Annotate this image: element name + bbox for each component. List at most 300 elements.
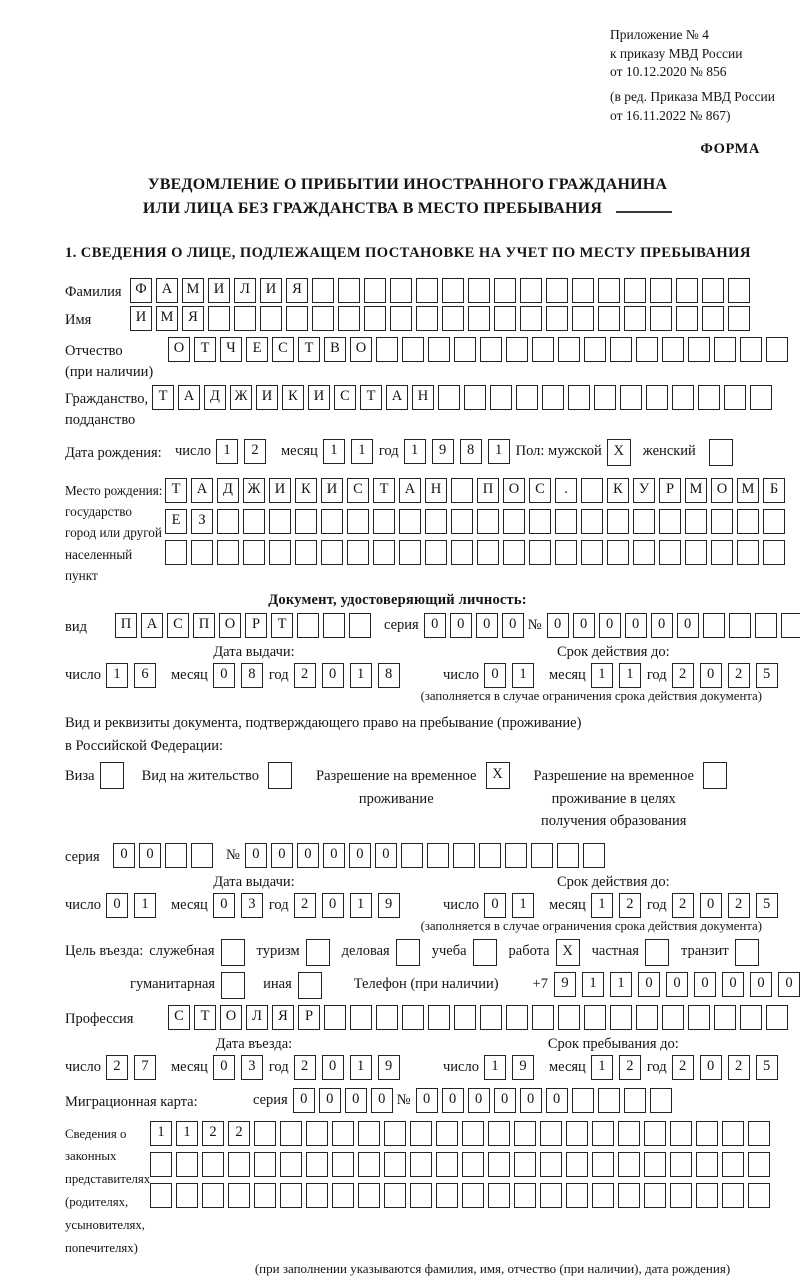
- form-cell[interactable]: [659, 509, 681, 534]
- form-cell[interactable]: [451, 478, 473, 503]
- form-cell[interactable]: [748, 1121, 770, 1146]
- form-cell[interactable]: [150, 1152, 172, 1177]
- form-cell[interactable]: [269, 509, 291, 534]
- form-cell[interactable]: 2: [728, 1055, 750, 1080]
- form-cell[interactable]: 0: [319, 1088, 341, 1113]
- form-cell[interactable]: [254, 1121, 276, 1146]
- form-cell[interactable]: 0: [599, 613, 621, 638]
- form-cell[interactable]: [321, 540, 343, 565]
- form-cell[interactable]: [728, 278, 750, 303]
- form-cell[interactable]: М: [156, 306, 178, 331]
- form-cell[interactable]: [540, 1152, 562, 1177]
- form-cell[interactable]: [584, 337, 606, 362]
- form-cell[interactable]: [598, 278, 620, 303]
- form-cell[interactable]: 2: [202, 1121, 224, 1146]
- form-cell[interactable]: [592, 1121, 614, 1146]
- form-cell[interactable]: 0: [494, 1088, 516, 1113]
- form-cell[interactable]: .: [555, 478, 577, 503]
- form-cell[interactable]: [436, 1183, 458, 1208]
- form-cell[interactable]: [358, 1183, 380, 1208]
- form-cell[interactable]: [384, 1121, 406, 1146]
- form-cell[interactable]: [670, 1152, 692, 1177]
- form-cell[interactable]: [332, 1152, 354, 1177]
- form-cell[interactable]: 0: [297, 843, 319, 868]
- form-cell[interactable]: Т: [373, 478, 395, 503]
- form-cell[interactable]: 8: [378, 663, 400, 688]
- form-cell[interactable]: [581, 540, 603, 565]
- form-cell[interactable]: Д: [217, 478, 239, 503]
- form-cell[interactable]: [442, 306, 464, 331]
- form-cell[interactable]: И: [269, 478, 291, 503]
- form-cell[interactable]: [425, 540, 447, 565]
- form-cell[interactable]: [402, 1005, 424, 1030]
- form-cell[interactable]: 1: [350, 663, 372, 688]
- form-cell[interactable]: [636, 337, 658, 362]
- form-cell[interactable]: 0: [468, 1088, 490, 1113]
- form-cell[interactable]: [607, 540, 629, 565]
- form-cell[interactable]: [442, 278, 464, 303]
- form-cell[interactable]: [748, 1183, 770, 1208]
- form-cell[interactable]: М: [182, 278, 204, 303]
- form-cell[interactable]: Ж: [230, 385, 252, 410]
- form-cell[interactable]: [464, 385, 486, 410]
- form-cell[interactable]: П: [193, 613, 215, 638]
- form-cell[interactable]: [298, 972, 322, 999]
- form-cell[interactable]: А: [399, 478, 421, 503]
- form-cell[interactable]: [396, 939, 420, 966]
- form-cell[interactable]: [228, 1152, 250, 1177]
- form-cell[interactable]: [217, 540, 239, 565]
- form-cell[interactable]: [364, 278, 386, 303]
- form-cell[interactable]: 0: [450, 613, 472, 638]
- form-cell[interactable]: [324, 1005, 346, 1030]
- form-cell[interactable]: 0: [484, 893, 506, 918]
- form-cell[interactable]: Л: [234, 278, 256, 303]
- form-cell[interactable]: Ч: [220, 337, 242, 362]
- form-cell[interactable]: [243, 540, 265, 565]
- form-cell[interactable]: 2: [106, 1055, 128, 1080]
- form-cell[interactable]: [503, 509, 525, 534]
- form-cell[interactable]: [208, 306, 230, 331]
- form-cell[interactable]: [376, 337, 398, 362]
- form-cell[interactable]: 0: [416, 1088, 438, 1113]
- form-cell[interactable]: [306, 939, 330, 966]
- form-cell[interactable]: 0: [213, 1055, 235, 1080]
- form-cell[interactable]: О: [711, 478, 733, 503]
- form-cell[interactable]: [610, 337, 632, 362]
- form-cell[interactable]: [750, 385, 772, 410]
- form-cell[interactable]: [323, 613, 345, 638]
- form-cell[interactable]: [399, 509, 421, 534]
- form-cell[interactable]: [364, 306, 386, 331]
- form-cell[interactable]: 2: [619, 1055, 641, 1080]
- form-cell[interactable]: О: [219, 613, 241, 638]
- form-cell[interactable]: 1: [484, 1055, 506, 1080]
- form-cell[interactable]: [583, 843, 605, 868]
- form-cell[interactable]: А: [141, 613, 163, 638]
- form-cell[interactable]: [338, 278, 360, 303]
- form-cell[interactable]: [529, 540, 551, 565]
- form-cell[interactable]: [503, 540, 525, 565]
- form-cell[interactable]: [711, 540, 733, 565]
- form-cell[interactable]: [428, 337, 450, 362]
- form-cell[interactable]: 1: [404, 439, 426, 464]
- form-cell[interactable]: [714, 1005, 736, 1030]
- form-cell[interactable]: [620, 385, 642, 410]
- form-cell[interactable]: З: [191, 509, 213, 534]
- form-cell[interactable]: 0: [293, 1088, 315, 1113]
- form-cell[interactable]: К: [295, 478, 317, 503]
- form-cell[interactable]: 2: [728, 663, 750, 688]
- form-cell[interactable]: [451, 509, 473, 534]
- form-cell[interactable]: [624, 1088, 646, 1113]
- form-cell[interactable]: С: [347, 478, 369, 503]
- form-cell[interactable]: [531, 843, 553, 868]
- form-cell[interactable]: 1: [216, 439, 238, 464]
- form-cell[interactable]: [584, 1005, 606, 1030]
- form-cell[interactable]: [384, 1152, 406, 1177]
- form-cell[interactable]: [306, 1183, 328, 1208]
- form-cell[interactable]: [217, 509, 239, 534]
- form-cell[interactable]: [520, 306, 542, 331]
- form-cell[interactable]: [410, 1183, 432, 1208]
- form-cell[interactable]: Б: [763, 478, 785, 503]
- form-cell[interactable]: 2: [294, 1055, 316, 1080]
- form-cell[interactable]: [376, 1005, 398, 1030]
- form-cell[interactable]: 1: [350, 893, 372, 918]
- form-cell[interactable]: [462, 1183, 484, 1208]
- form-cell[interactable]: 1: [610, 972, 632, 997]
- form-cell[interactable]: 2: [728, 893, 750, 918]
- form-cell[interactable]: Т: [165, 478, 187, 503]
- form-cell[interactable]: Д: [204, 385, 226, 410]
- form-cell[interactable]: [688, 1005, 710, 1030]
- form-cell[interactable]: [763, 540, 785, 565]
- form-cell[interactable]: Я: [272, 1005, 294, 1030]
- form-cell[interactable]: 9: [512, 1055, 534, 1080]
- form-cell[interactable]: [714, 337, 736, 362]
- form-cell[interactable]: У: [633, 478, 655, 503]
- form-cell[interactable]: 0: [502, 613, 524, 638]
- form-cell[interactable]: 2: [244, 439, 266, 464]
- form-cell[interactable]: 0: [677, 613, 699, 638]
- form-cell[interactable]: [568, 385, 590, 410]
- form-cell[interactable]: 0: [638, 972, 660, 997]
- form-cell[interactable]: [428, 1005, 450, 1030]
- form-cell[interactable]: [402, 337, 424, 362]
- form-cell[interactable]: [332, 1183, 354, 1208]
- form-cell[interactable]: [254, 1183, 276, 1208]
- form-cell[interactable]: [650, 278, 672, 303]
- form-cell[interactable]: [558, 1005, 580, 1030]
- form-cell[interactable]: [234, 306, 256, 331]
- form-cell[interactable]: [516, 385, 538, 410]
- form-cell[interactable]: [451, 540, 473, 565]
- form-cell[interactable]: А: [386, 385, 408, 410]
- form-cell[interactable]: 1: [134, 893, 156, 918]
- form-cell[interactable]: X: [556, 939, 580, 966]
- form-cell[interactable]: 2: [619, 893, 641, 918]
- form-cell[interactable]: [390, 306, 412, 331]
- form-cell[interactable]: И: [256, 385, 278, 410]
- form-cell[interactable]: [473, 939, 497, 966]
- form-cell[interactable]: [260, 306, 282, 331]
- form-cell[interactable]: [295, 509, 317, 534]
- form-cell[interactable]: [566, 1183, 588, 1208]
- form-cell[interactable]: [624, 278, 646, 303]
- form-cell[interactable]: [633, 540, 655, 565]
- form-cell[interactable]: 8: [241, 663, 263, 688]
- form-cell[interactable]: [358, 1121, 380, 1146]
- form-cell[interactable]: [347, 540, 369, 565]
- form-cell[interactable]: [506, 337, 528, 362]
- form-cell[interactable]: [755, 613, 777, 638]
- form-cell[interactable]: [645, 939, 669, 966]
- form-cell[interactable]: [514, 1152, 536, 1177]
- form-cell[interactable]: 5: [756, 1055, 778, 1080]
- form-cell[interactable]: [202, 1152, 224, 1177]
- form-cell[interactable]: 0: [625, 613, 647, 638]
- form-cell[interactable]: [349, 613, 371, 638]
- form-cell[interactable]: [332, 1121, 354, 1146]
- form-cell[interactable]: [202, 1183, 224, 1208]
- form-cell[interactable]: [644, 1121, 666, 1146]
- form-cell[interactable]: [416, 278, 438, 303]
- form-cell[interactable]: 0: [476, 613, 498, 638]
- form-cell[interactable]: Я: [286, 278, 308, 303]
- form-cell[interactable]: 1: [106, 663, 128, 688]
- form-cell[interactable]: [358, 1152, 380, 1177]
- form-cell[interactable]: [505, 843, 527, 868]
- form-cell[interactable]: [557, 843, 579, 868]
- form-cell[interactable]: 1: [619, 663, 641, 688]
- form-cell[interactable]: [384, 1183, 406, 1208]
- form-cell[interactable]: С: [529, 478, 551, 503]
- form-cell[interactable]: [306, 1121, 328, 1146]
- form-cell[interactable]: К: [282, 385, 304, 410]
- form-cell[interactable]: [540, 1183, 562, 1208]
- form-cell[interactable]: Т: [360, 385, 382, 410]
- form-cell[interactable]: Я: [182, 306, 204, 331]
- form-cell[interactable]: 9: [554, 972, 576, 997]
- form-cell[interactable]: 0: [484, 663, 506, 688]
- form-cell[interactable]: [610, 1005, 632, 1030]
- form-cell[interactable]: Ж: [243, 478, 265, 503]
- form-cell[interactable]: [633, 509, 655, 534]
- form-cell[interactable]: [636, 1005, 658, 1030]
- form-cell[interactable]: 6: [134, 663, 156, 688]
- form-cell[interactable]: 1: [591, 1055, 613, 1080]
- form-cell[interactable]: [529, 509, 551, 534]
- form-cell[interactable]: 2: [294, 893, 316, 918]
- form-cell[interactable]: [748, 1152, 770, 1177]
- form-cell[interactable]: [566, 1121, 588, 1146]
- form-cell[interactable]: И: [308, 385, 330, 410]
- form-cell[interactable]: [427, 843, 449, 868]
- form-cell[interactable]: 9: [432, 439, 454, 464]
- form-cell[interactable]: 0: [546, 1088, 568, 1113]
- form-cell[interactable]: [373, 540, 395, 565]
- form-cell[interactable]: [494, 306, 516, 331]
- form-cell[interactable]: [709, 439, 733, 466]
- form-cell[interactable]: [740, 337, 762, 362]
- form-cell[interactable]: [737, 509, 759, 534]
- form-cell[interactable]: [696, 1121, 718, 1146]
- form-cell[interactable]: [514, 1121, 536, 1146]
- form-cell[interactable]: 0: [750, 972, 772, 997]
- form-cell[interactable]: [228, 1183, 250, 1208]
- form-cell[interactable]: С: [167, 613, 189, 638]
- form-cell[interactable]: И: [260, 278, 282, 303]
- form-cell[interactable]: 0: [139, 843, 161, 868]
- form-cell[interactable]: 1: [582, 972, 604, 997]
- form-cell[interactable]: [572, 278, 594, 303]
- form-cell[interactable]: [373, 509, 395, 534]
- form-cell[interactable]: [644, 1152, 666, 1177]
- form-cell[interactable]: Т: [194, 1005, 216, 1030]
- form-cell[interactable]: С: [334, 385, 356, 410]
- form-cell[interactable]: 0: [666, 972, 688, 997]
- form-cell[interactable]: [724, 385, 746, 410]
- form-cell[interactable]: [676, 278, 698, 303]
- form-cell[interactable]: [410, 1152, 432, 1177]
- form-cell[interactable]: [624, 306, 646, 331]
- form-cell[interactable]: [436, 1121, 458, 1146]
- form-cell[interactable]: [520, 278, 542, 303]
- form-cell[interactable]: [165, 843, 187, 868]
- form-cell[interactable]: [555, 509, 577, 534]
- form-cell[interactable]: [644, 1183, 666, 1208]
- form-cell[interactable]: Е: [246, 337, 268, 362]
- form-cell[interactable]: [221, 939, 245, 966]
- form-cell[interactable]: [150, 1183, 172, 1208]
- form-cell[interactable]: Т: [271, 613, 293, 638]
- form-cell[interactable]: [546, 306, 568, 331]
- form-cell[interactable]: 1: [512, 893, 534, 918]
- form-cell[interactable]: Ф: [130, 278, 152, 303]
- form-cell[interactable]: [722, 1152, 744, 1177]
- form-cell[interactable]: [221, 972, 245, 999]
- form-cell[interactable]: [280, 1121, 302, 1146]
- form-cell[interactable]: [321, 509, 343, 534]
- form-cell[interactable]: 0: [442, 1088, 464, 1113]
- form-cell[interactable]: Р: [245, 613, 267, 638]
- form-cell[interactable]: [581, 478, 603, 503]
- form-cell[interactable]: [662, 1005, 684, 1030]
- form-cell[interactable]: [740, 1005, 762, 1030]
- form-cell[interactable]: 8: [460, 439, 482, 464]
- form-cell[interactable]: [100, 762, 124, 789]
- form-cell[interactable]: 0: [700, 1055, 722, 1080]
- form-cell[interactable]: [488, 1183, 510, 1208]
- form-cell[interactable]: [696, 1152, 718, 1177]
- form-cell[interactable]: [453, 843, 475, 868]
- form-cell[interactable]: [312, 278, 334, 303]
- form-cell[interactable]: [594, 385, 616, 410]
- form-cell[interactable]: [766, 1005, 788, 1030]
- form-cell[interactable]: [729, 613, 751, 638]
- form-cell[interactable]: 0: [322, 663, 344, 688]
- form-cell[interactable]: [477, 509, 499, 534]
- form-cell[interactable]: [338, 306, 360, 331]
- form-cell[interactable]: 1: [176, 1121, 198, 1146]
- form-cell[interactable]: 0: [213, 663, 235, 688]
- form-cell[interactable]: [685, 509, 707, 534]
- form-cell[interactable]: 1: [150, 1121, 172, 1146]
- form-cell[interactable]: [480, 337, 502, 362]
- form-cell[interactable]: Е: [165, 509, 187, 534]
- form-cell[interactable]: [659, 540, 681, 565]
- form-cell[interactable]: [410, 1121, 432, 1146]
- form-cell[interactable]: [480, 1005, 502, 1030]
- form-cell[interactable]: [572, 1088, 594, 1113]
- form-cell[interactable]: [781, 613, 800, 638]
- form-cell[interactable]: 3: [241, 893, 263, 918]
- form-cell[interactable]: 0: [573, 613, 595, 638]
- form-cell[interactable]: 1: [512, 663, 534, 688]
- form-cell[interactable]: [618, 1121, 640, 1146]
- form-cell[interactable]: 0: [700, 663, 722, 688]
- form-cell[interactable]: 0: [778, 972, 800, 997]
- form-cell[interactable]: [703, 762, 727, 789]
- form-cell[interactable]: 0: [245, 843, 267, 868]
- form-cell[interactable]: [592, 1183, 614, 1208]
- form-cell[interactable]: В: [324, 337, 346, 362]
- form-cell[interactable]: [737, 540, 759, 565]
- form-cell[interactable]: [607, 509, 629, 534]
- form-cell[interactable]: А: [178, 385, 200, 410]
- form-cell[interactable]: 2: [672, 663, 694, 688]
- form-cell[interactable]: 1: [350, 1055, 372, 1080]
- form-cell[interactable]: И: [208, 278, 230, 303]
- form-cell[interactable]: [670, 1121, 692, 1146]
- form-cell[interactable]: [350, 1005, 372, 1030]
- form-cell[interactable]: 1: [488, 439, 510, 464]
- form-cell[interactable]: [462, 1121, 484, 1146]
- form-cell[interactable]: 0: [345, 1088, 367, 1113]
- form-cell[interactable]: [506, 1005, 528, 1030]
- form-cell[interactable]: 0: [271, 843, 293, 868]
- form-cell[interactable]: [297, 613, 319, 638]
- form-cell[interactable]: 0: [349, 843, 371, 868]
- form-cell[interactable]: Т: [298, 337, 320, 362]
- form-cell[interactable]: [766, 337, 788, 362]
- form-cell[interactable]: 0: [424, 613, 446, 638]
- form-cell[interactable]: [488, 1152, 510, 1177]
- form-cell[interactable]: [696, 1183, 718, 1208]
- form-cell[interactable]: [703, 613, 725, 638]
- form-cell[interactable]: [286, 306, 308, 331]
- form-cell[interactable]: [191, 843, 213, 868]
- form-cell[interactable]: [488, 1121, 510, 1146]
- form-cell[interactable]: 1: [323, 439, 345, 464]
- form-cell[interactable]: [672, 385, 694, 410]
- form-cell[interactable]: [676, 306, 698, 331]
- form-cell[interactable]: [165, 540, 187, 565]
- form-cell[interactable]: [555, 540, 577, 565]
- form-cell[interactable]: [243, 509, 265, 534]
- form-cell[interactable]: О: [220, 1005, 242, 1030]
- form-cell[interactable]: К: [607, 478, 629, 503]
- form-cell[interactable]: 0: [371, 1088, 393, 1113]
- form-cell[interactable]: С: [168, 1005, 190, 1030]
- form-cell[interactable]: О: [503, 478, 525, 503]
- form-cell[interactable]: [650, 1088, 672, 1113]
- form-cell[interactable]: [542, 385, 564, 410]
- form-cell[interactable]: 0: [322, 1055, 344, 1080]
- form-cell[interactable]: [390, 278, 412, 303]
- form-cell[interactable]: [546, 278, 568, 303]
